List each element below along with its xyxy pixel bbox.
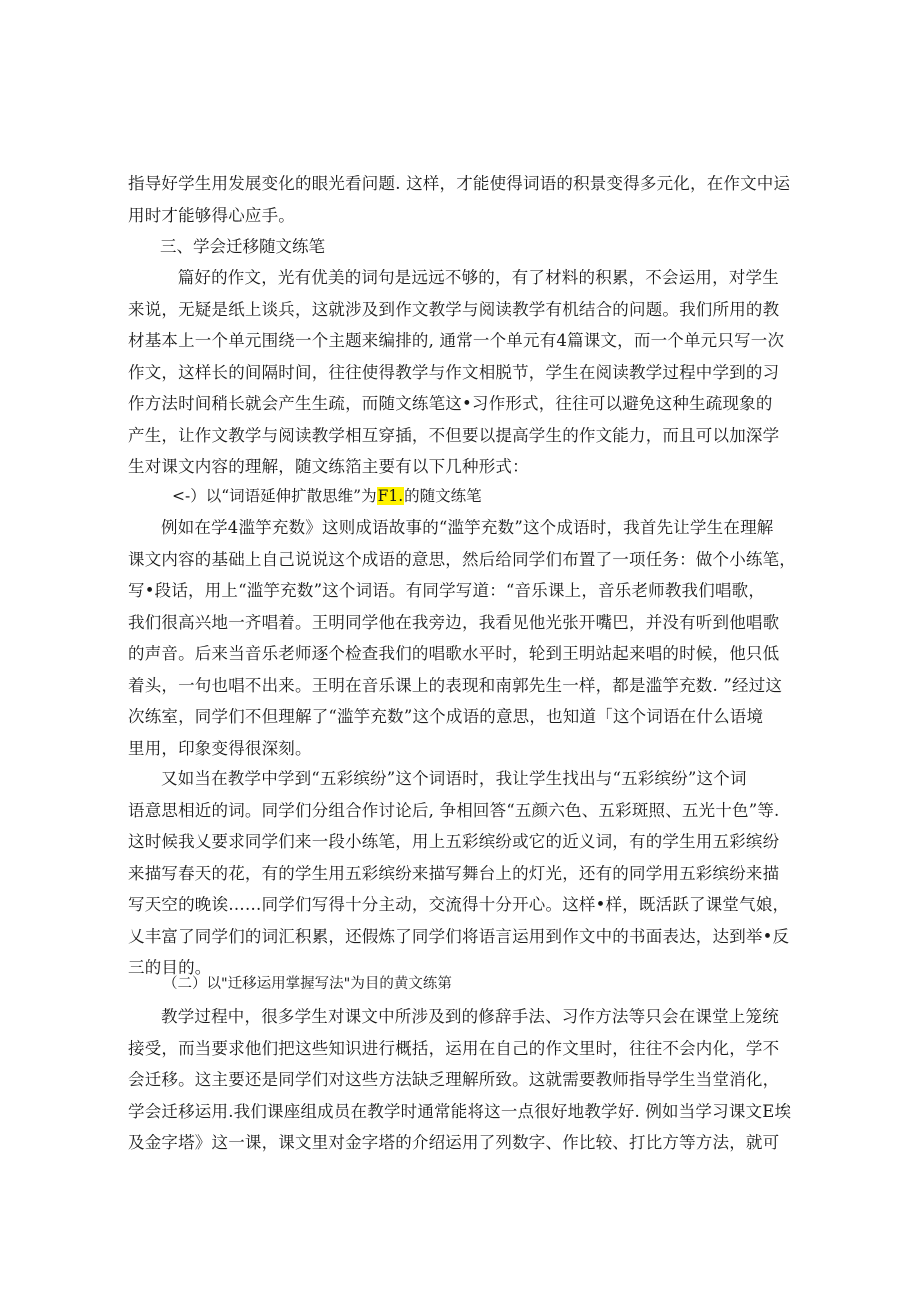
text-line: 来描写春天的花，有的学生用五彩缤纷来描写舞台上的灯光，还有的同学用五彩缤纷来描 xyxy=(128,863,780,883)
text-line: 生对课文内容的理解，随文练箔主要有以下几种形式： xyxy=(128,457,529,476)
text-line: 指导好学生用发展变化的眼光看问题. 这样，才能使得词语的积景变得多元化，在作文中运 xyxy=(128,174,791,193)
text-line: 里用，印象变得很深刻。 xyxy=(128,738,312,758)
text-line: 乂丰富了同学们的词汇积累，还假炼了同学们将语言运用到作文中的书面表达，达到举•反 xyxy=(128,926,790,946)
paragraph-intro xyxy=(128,168,808,231)
text-line: 着头，一句也唱不出来。王明在音乐课上的表现和南郭先生一样，都是滥竽充数. ”经过这 xyxy=(128,675,783,695)
text-line: 学会迁移运用.我们课座组成员在教学时通常能将这一点很好地教学好. 例如当学习课文E埃 xyxy=(128,1101,792,1121)
text-line: 接受，而当要求他们把这些知识进行概括，运用在自己的作文里时，往往不会内化，学不 xyxy=(128,1038,780,1058)
highlighted-text: F1. xyxy=(377,487,404,505)
text-line: 及金字塔》这一课，课文里对金字塔的介绍运用了列数字、作比较、打比方等方法，就可 xyxy=(128,1133,780,1152)
text-line: 这时候我乂要求同学们来一段小练笔，用上五彩缤纷或它的近义词，有的学生用五彩缤纷 xyxy=(128,832,780,851)
text-line: 写天空的晚诶……同学们写得十分主动，交流得十分开心。这样•样，既活跃了课堂气娘， xyxy=(128,895,790,914)
subheading-1-text-end: 的随文练笔 xyxy=(404,487,482,505)
text-line: 材基本上一个单元围绕一个主题来编排的, 通常一个单元有4篇课文，而一个单元只写一次 xyxy=(128,331,785,350)
text-line: 篇好的作文，光有优美的词句是远远不够的，有了材料的积累，不会运用，对学生 xyxy=(161,268,779,287)
text-line: 语意思相近的词。同学们分组合作讨论后, 争相回答“五颜六色、五彩斑照、五光十色”等. xyxy=(128,800,780,820)
text-line: 产生，让作文教学与阅读教学相互穿插，不但要以提高学生的作文能力，而且可以加深学 xyxy=(128,425,780,445)
subheading-2: （二）以"迁移运用掌握写法"为目的黄文练第 xyxy=(163,976,452,992)
subheading-1 xyxy=(172,481,482,512)
text-line: 作文，这样长的间隔时间，往往使得教学与作文相脱节，学生在阅读教学过程中学到的习 xyxy=(128,362,780,382)
text-line: 写•段话，用上“滥竽充数”这个词语。有同学写道：“音乐课上，音乐老师教我们唱歌， xyxy=(128,581,766,600)
text-line: 用时才能够得心应手。 xyxy=(128,205,295,225)
paragraph-example-2 xyxy=(128,763,808,984)
paragraph-example-1 xyxy=(128,512,808,764)
text-line: 来说，无疑是纸上谈兵，这就涉及到作文教学与阅读教学有机结合的问题。我们所用的教 xyxy=(128,299,780,319)
section-heading-3: 三、学会迁移随文练笔 xyxy=(160,237,325,256)
text-line: 例如在学4滥竽充数》这则成语故事的“滥竽充数”这个成语时，我首先让学生在理解 xyxy=(161,518,774,537)
text-line: 教学过程中，很多学生对课文中所涉及到的修辞手法、习作方法等只会在课堂上笼统 xyxy=(161,1007,779,1026)
text-line: 课文内容的基础上自己说说这个成语的意思，然后给同学们布置了一项任务：做个小练笔， xyxy=(128,549,796,569)
paragraph-section-2 xyxy=(128,1001,808,1159)
text-line: 我们很高兴地一齐唱着。王明同学他在我旁边，我看见他光张开嘴巴，并没有听到他唱歌 xyxy=(128,612,780,632)
paragraph-section-3 xyxy=(128,262,808,483)
text-line: 作方法时间稍长就会产生生疏，而随文练笔这•习作形式，往往可以避免这种生疏现象的 xyxy=(128,394,773,413)
text-line: 次练室，同学们不但理解了“滥竽充数”这个成语的意思，也知道「这个词语在什么语境 xyxy=(128,707,764,726)
text-line: 的声音。后来当音乐老师逐个检查我们的唱歌水平时，轮到王明站起来唱的时候，他只低 xyxy=(128,644,780,663)
text-line: 会迁移。这主要还是同学们对这些方法缺乏理解所致。这就需要教师指导学生当堂消化， xyxy=(128,1070,780,1089)
text-line: 又如当在教学中学到“五彩缤纷”这个词语时，我让学生找出与“五彩缤纷”这个词 xyxy=(161,769,747,788)
subheading-1-text: <-）以“词语延伸扩散思维”为 xyxy=(172,487,377,505)
text-line: 三的目的。 xyxy=(128,958,212,977)
